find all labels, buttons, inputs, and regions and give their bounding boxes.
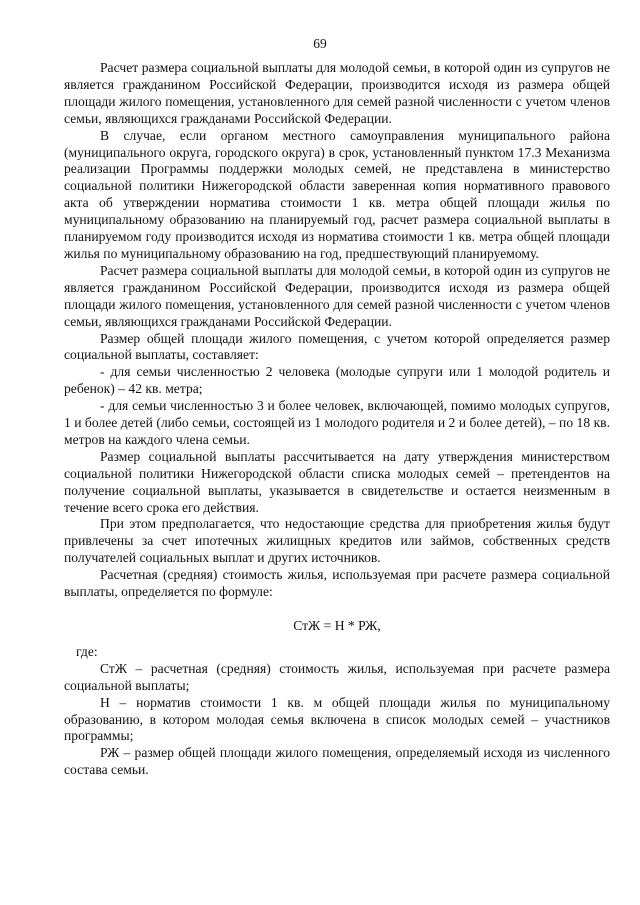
paragraph-area-size-intro: Размер общей площади жилого помещения, с учетом которой определяется размер социальной выплаты, составляет: <box>64 330 610 363</box>
paragraph-non-citizen-calculation: Расчет размера социальной выплаты для молодой семьи, в которой один из супругов не является гражданином Российской Федерации, производится исходя из размера общей площади жилого помещения, установленного для семей разной численности с учетом членов семьи, являющихся гражданами Российской Федерации. <box>64 60 610 126</box>
list-item-family-of-three-plus: - для семьи численностью 3 и более человек, включающей, помимо молодых супругов, 1 и более детей (либо семьи, состоящей из 1 молодого родителя и 2 и более детей), – по 18 кв. метров на каждого члена семьи. <box>64 398 610 447</box>
paragraph-formula-intro: Расчетная (средняя) стоимость жилья, используемая при расчете размера социальной выплаты, определяется по формуле: <box>64 567 610 600</box>
document-body <box>64 60 610 779</box>
paragraph-missing-funds: При этом предполагается, что недостающие средства для приобретения жилья будут привлечены за счет ипотечных жилищных кредитов или займов, собственных средств получателей социальных выплат и других источников. <box>64 516 610 566</box>
page-number: 69 <box>313 36 327 51</box>
list-item-family-of-two: - для семьи численностью 2 человека (молодые супруги или 1 молодой родитель и ребенок) – 42 кв. метра; <box>64 364 610 397</box>
formula: СтЖ = Н * РЖ, <box>293 618 381 633</box>
definition-n: Н – норматив стоимости 1 кв. м общей площади жилья по муниципальному образованию, в котором молодая семья включена в список молодых семей – участников программы; <box>64 694 610 744</box>
paragraph-payment-date: Размер социальной выплаты рассчитывается на дату утверждения министерством социальной политики Нижегородской области списка молодых семей – претендентов на получение социальной выплаты, указывается в свидетельстве и остается неизменным в течение всего срока его действия. <box>64 448 610 515</box>
paragraph-non-citizen-calculation-repeat: Расчет размера социальной выплаты для молодой семьи, в которой один из супругов не является гражданином Российской Федерации, производится исходя из размера общей площади жилого помещения, установленного для семей разной численности с учетом членов семьи, являющихся гражданами Российской Федерации. <box>64 262 610 329</box>
paragraph-missing-normative-act: В случае, если органом местного самоуправления муниципального района (муниципального округа, городского округа) в срок, установленный пунктом 17.3 Механизма реализации Программы поддержки молодых семей, не представлена в министерство социальной политики Нижегородской области заверенная копия нормативного правового акта об утверждении норматива стоимости 1 кв. метра общей площади жилья по муниципальному образованию на планируемый год, расчет размера социальной выплаты в планируемом году производится исходя из норматива стоимости 1 кв. метра общей площади жилья по муниципальному образованию на год, предшествующий планируемому. <box>64 127 610 261</box>
definition-rzh: РЖ – размер общей площади жилого помещения, определяемый исходя из численного состава семьи. <box>64 745 610 778</box>
where-label: где: <box>76 643 98 659</box>
definition-stzh: СтЖ – расчетная (средняя) стоимость жилья, используемая при расчете размера социальной выплаты; <box>64 660 610 693</box>
